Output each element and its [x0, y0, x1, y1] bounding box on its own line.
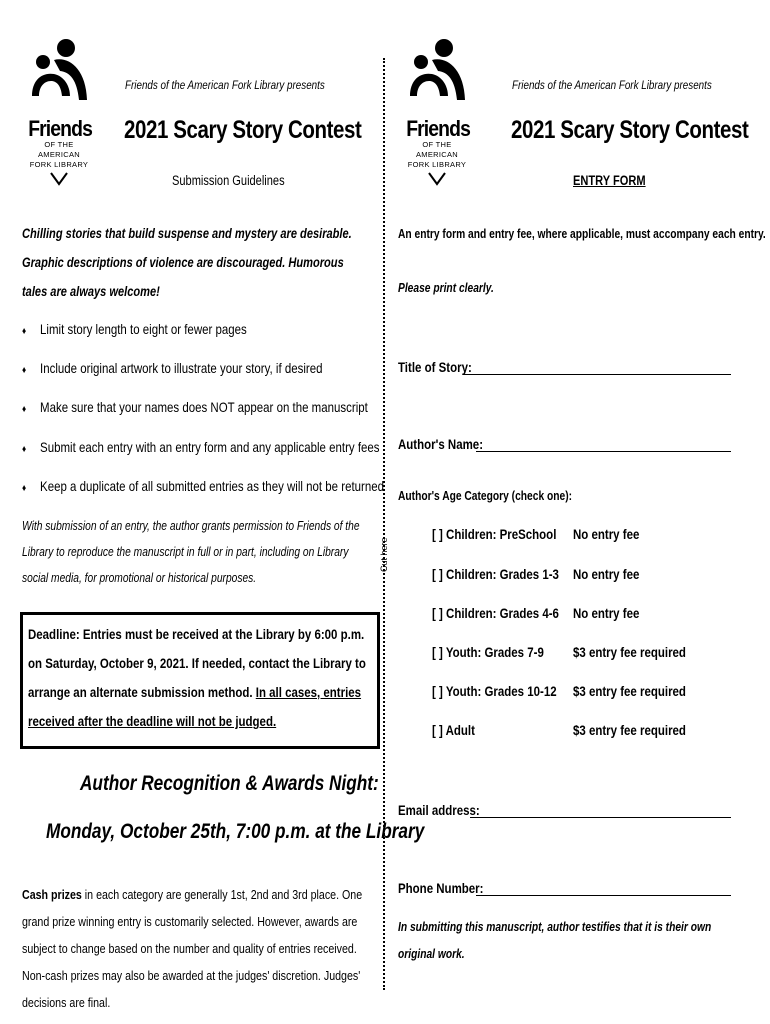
chevron-down-icon	[24, 170, 94, 188]
friends-people-icon	[402, 38, 472, 118]
email-label: Email address:	[398, 802, 480, 818]
diamond-bullet-icon: ♦	[22, 483, 27, 494]
cut-line	[383, 58, 385, 990]
list-item: ♦ Make sure that your names does NOT appear on the manuscript	[22, 399, 368, 415]
logo-sub-line2: FORK LIBRARY	[407, 160, 467, 169]
category-checkbox-grades-10-12[interactable]: [ ] Youth: Grades 10-12	[432, 683, 557, 699]
category-fee: $3 entry fee required	[573, 683, 686, 699]
category-checkbox-preschool[interactable]: [ ] Children: PreSchool	[432, 526, 557, 542]
logo-sub-line1: OF THE AMERICAN	[38, 140, 80, 159]
diamond-bullet-icon: ♦	[22, 404, 27, 415]
logo-name: Friends	[28, 116, 92, 141]
category-checkbox-adult[interactable]: [ ] Adult	[432, 722, 475, 738]
email-field[interactable]	[470, 817, 731, 818]
diamond-bullet-icon: ♦	[22, 365, 27, 376]
print-instruction: Please print clearly.	[398, 281, 494, 295]
category-checkbox-grades-1-3[interactable]: [ ] Children: Grades 1-3	[432, 566, 559, 582]
friends-logo-right	[402, 38, 472, 188]
friends-logo-left	[24, 38, 94, 188]
age-category-label: Author's Age Category (check one):	[398, 489, 573, 503]
cash-prizes-paragraph: Cash prizes in each category are generally 1st, 2nd and 3rd place. One grand prize winning entry is customarily selected. However, awards are subject to change based on the number and quality of entries received. Non-cash prizes may also be awarded at the judges' discretion. Judges' decisions are final.	[22, 887, 363, 1010]
title-of-story-field[interactable]	[463, 374, 731, 375]
list-item: ♦ Keep a duplicate of all submitted entries as they will not be returned	[22, 478, 385, 494]
logo-name: Friends	[406, 116, 470, 141]
category-fee: $3 entry fee required	[573, 644, 686, 660]
category-checkbox-grades-7-9[interactable]: [ ] Youth: Grades 7-9	[432, 644, 544, 660]
page-subtitle: Submission Guidelines	[172, 173, 285, 188]
deadline-text: Deadline: Entries must be received at the Library by 6:00 p.m. on Saturday, October 9, 2021. If needed, contact the Library to arrange an alternate submission method. In all cases, entries received after the deadline will not be judged.	[28, 626, 366, 729]
awards-heading: Author Recognition & Awards Night:	[80, 772, 379, 795]
presents-text: Friends of the American Fork Library presents	[125, 78, 325, 92]
list-item: ♦ Include original artwork to illustrate your story, if desired	[22, 360, 323, 376]
testify-statement: In submitting this manuscript, author testifies that it is their own original work.	[398, 920, 712, 961]
awards-date: Monday, October 25th, 7:00 p.m. at the Library	[46, 820, 425, 843]
category-fee: No entry fee	[573, 566, 640, 582]
category-checkbox-grades-4-6[interactable]: [ ] Children: Grades 4-6	[432, 605, 559, 621]
title-of-story-label: Title of Story:	[398, 359, 472, 375]
author-name-label: Author's Name:	[398, 436, 484, 452]
chevron-down-icon	[402, 170, 472, 188]
diamond-bullet-icon: ♦	[22, 444, 27, 455]
form-intro: An entry form and entry fee, where applicable, must accompany each entry.	[398, 227, 766, 241]
category-fee: No entry fee	[573, 605, 640, 621]
author-name-field[interactable]	[476, 451, 731, 452]
phone-label: Phone Number:	[398, 880, 484, 896]
category-fee: $3 entry fee required	[573, 722, 686, 738]
form-title: 2021 Scary Story Contest	[511, 116, 749, 144]
intro-paragraph: Chilling stories that build suspense and mystery are desirable. Graphic descriptions of violence are discouraged. Humorous tales are always welcome!	[22, 226, 352, 299]
permission-paragraph: With submission of an entry, the author grants permission to Friends of the Library to reproduce the manuscript in full or in part, including on Library social media, for promotional or historical purposes.	[22, 519, 360, 585]
cut-here-label: Cut here	[379, 537, 389, 572]
logo-sub-line2: FORK LIBRARY	[29, 160, 89, 169]
list-item: ♦ Limit story length to eight or fewer pages	[22, 321, 247, 337]
list-item: ♦ Submit each entry with an entry form and any applicable entry fees	[22, 439, 380, 455]
entry-form-heading: ENTRY FORM	[573, 173, 646, 188]
presents-text: Friends of the American Fork Library presents	[512, 78, 712, 92]
diamond-bullet-icon: ♦	[22, 326, 27, 337]
deadline-warning: In all cases, entries received after the deadline will not be judged.	[28, 684, 362, 729]
logo-sub-line1: OF THE AMERICAN	[416, 140, 458, 159]
phone-field[interactable]	[476, 895, 731, 896]
friends-people-icon	[24, 38, 94, 118]
category-fee: No entry fee	[573, 526, 640, 542]
page-title: 2021 Scary Story Contest	[124, 116, 362, 144]
